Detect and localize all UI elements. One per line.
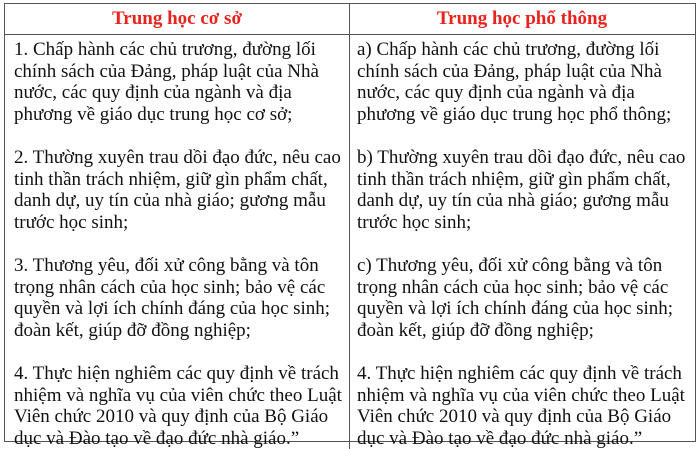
paragraph-line: phương về giáo dục trung học phổ thông; xyxy=(357,103,672,125)
paragraph-line: 4. Thực hiện nghiêm các quy định về trách xyxy=(14,362,339,384)
paragraph-line: trọng nhân cách của học sinh; bảo vệ các xyxy=(357,276,669,298)
column-upper-secondary xyxy=(350,35,694,449)
paragraph-line: phương về giáo dục trung học cơ sở; xyxy=(14,103,293,125)
duty-paragraph xyxy=(14,39,349,125)
duty-paragraph xyxy=(14,147,349,233)
header-row xyxy=(5,4,695,35)
paragraph-line: tinh thần trách nhiệm, giữ gìn phẩm chất, xyxy=(14,168,328,190)
paragraph-line: quyền và lợi ích chính đáng của học sinh; xyxy=(357,298,674,320)
paragraph-line: Viên chức 2010 và quy định của Bộ Giáo xyxy=(14,406,329,428)
paragraph-line: danh dự, uy tín của nhà giáo; gương mẫu xyxy=(14,190,326,212)
paragraph-line: a) Chấp hành các chủ trương, đường lối xyxy=(357,39,660,60)
paragraph-line: dục và Đào tạo về đạo đức nhà giáo.” xyxy=(357,427,643,449)
column-lower-secondary xyxy=(5,35,350,449)
paragraph-line: nước, các quy định của ngành và địa xyxy=(14,82,292,104)
paragraph-line: Viên chức 2010 và quy định của Bộ Giáo xyxy=(357,406,672,428)
paragraph-line: c) Thương yêu, đối xử công bằng và tôn xyxy=(357,254,663,276)
paragraph-line: trước học sinh; xyxy=(14,211,129,233)
paragraph-line: chính sách của Đảng, pháp luật của Nhà xyxy=(357,60,662,82)
duty-paragraph xyxy=(357,39,694,125)
paragraph-line: b) Thường xuyên trau dồi đạo đức, nêu cao xyxy=(357,146,686,168)
duty-paragraph xyxy=(14,363,349,449)
paragraph-line: chính sách của Đảng, pháp luật của Nhà xyxy=(14,60,319,82)
body-row xyxy=(5,35,695,449)
paragraph-line: 1. Chấp hành các chủ trương, đường lối xyxy=(14,39,316,60)
paragraph-line: quyền và lợi ích chính đáng của học sinh; xyxy=(14,298,331,320)
paragraph-line: nước, các quy định của ngành và địa xyxy=(357,82,635,104)
comparison-table xyxy=(4,3,696,449)
paragraph-line: 2. Thường xuyên trau dồi đạo đức, nêu cao xyxy=(14,146,341,168)
duty-paragraph xyxy=(357,363,694,449)
duty-paragraph xyxy=(357,255,694,341)
paragraph-line: đoàn kết, giúp đỡ đồng nghiệp; xyxy=(357,319,594,341)
paragraph-line: danh dự, uy tín của nhà giáo; gương mẫu xyxy=(357,190,669,212)
paragraph-line: dục và Đào tạo về đạo đức nhà giáo.” xyxy=(14,427,300,449)
header-lower-secondary: Trung học cơ sở xyxy=(5,4,350,34)
paragraph-line: 3. Thương yêu, đối xử công bằng và tôn xyxy=(14,254,319,276)
paragraph-line: đoàn kết, giúp đỡ đồng nghiệp; xyxy=(14,319,251,341)
duty-paragraph xyxy=(14,255,349,341)
paragraph-line: 4. Thực hiện nghiêm các quy định về trách xyxy=(357,362,682,384)
header-upper-secondary: Trung học phổ thông xyxy=(436,8,608,29)
duty-paragraph xyxy=(357,147,694,233)
paragraph-line: trước học sinh; xyxy=(357,211,472,233)
paragraph-line: nhiệm và nghĩa vụ của viên chức theo Luật xyxy=(14,384,342,406)
paragraph-line: trọng nhân cách của học sinh; bảo vệ các xyxy=(14,276,326,298)
paragraph-line: tinh thần trách nhiệm, giữ gìn phẩm chất, xyxy=(357,168,671,190)
paragraph-line: nhiệm và nghĩa vụ của viên chức theo Luật xyxy=(357,384,685,406)
